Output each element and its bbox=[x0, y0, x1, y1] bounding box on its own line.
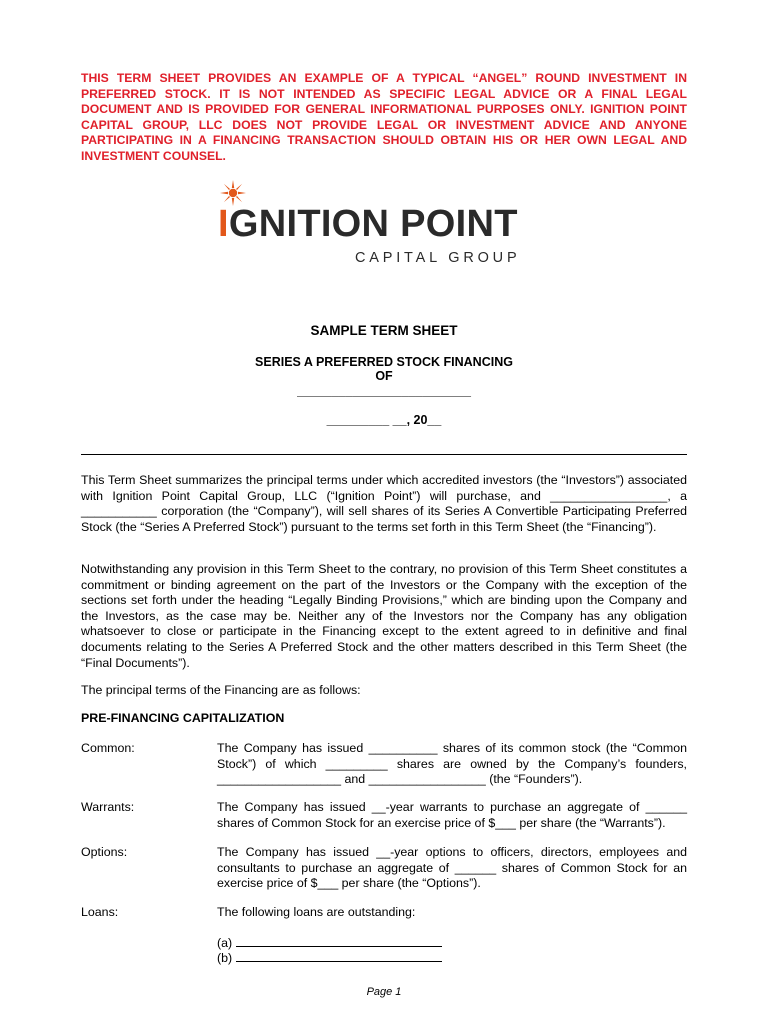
loan-item-b-label: (b) bbox=[217, 951, 233, 965]
document-subtitle: SERIES A PREFERRED STOCK FINANCING bbox=[255, 355, 513, 369]
term-text-warrants: The Company has issued __-year warrants to purchase an aggregate of ______ shares of Common Stock for an exercise price of $___ per share (the “Warrants”). bbox=[217, 800, 687, 830]
principal-terms-intro: The principal terms of the Financing are as follows: bbox=[81, 683, 361, 697]
loan-item-a-label: (a) bbox=[217, 936, 233, 950]
logo-name: GNITION POINT bbox=[228, 203, 518, 245]
disclaimer-text: THIS TERM SHEET PROVIDES AN EXAMPLE OF A TYPICAL “ANGEL” ROUND INVESTMENT IN PREFERRED STOCK. IT IS NOT INTENDED AS SPECIFIC LEGAL ADVICE OR A FINAL LEGAL DOCUMENT AND IS PROVIDED FOR GENERAL INFORMATIONAL PURPOSES ONLY. IGNITION POINT CAPITAL GROUP, LLC DOES NOT PROVIDE LEGAL OR INVESTMENT ADVICE AND ANYONE PARTICIPATING IN A FINANCING TRANSACTION SHOULD OBTAIN HIS OR HER OWN LEGAL AND INVESTMENT COUNSEL. bbox=[81, 71, 687, 163]
term-label-options: Options: bbox=[81, 845, 128, 859]
loan-item-b bbox=[217, 950, 442, 967]
document-title: SAMPLE TERM SHEET bbox=[310, 323, 458, 338]
loan-item-a-blank bbox=[236, 935, 442, 947]
non-binding-paragraph: Notwithstanding any provision in this Term Sheet to the contrary, no provision of this Term Sheet constitutes a commitment or binding agreement on the part of the Investors or the Company with the exception of the sections set forth under the heading “Legally Binding Provisions,” which are binding upon the Company and the Investors, as the case may be. Neither any of the Investors nor the Company has any obligation whatsoever to close or participate in the Financing except to the extent agreed to in definitive and final documents relating to the Series A Preferred Stock and the other matters described in this Term Sheet (the “Final Documents”). bbox=[81, 562, 687, 670]
term-label-loans: Loans: bbox=[81, 905, 119, 919]
logo-wordmark bbox=[218, 204, 518, 244]
horizontal-rule bbox=[81, 454, 687, 455]
logo-subtitle: CAPITAL GROUP bbox=[355, 250, 521, 266]
loan-item-b-blank bbox=[236, 950, 442, 962]
term-label-warrants: Warrants: bbox=[81, 800, 135, 814]
term-text-options: The Company has issued __-year options to officers, directors, employees and consultants to purchase an aggregate of ______ shares of Common Stock for an exercise price of $___ per share (the “Options”). bbox=[217, 845, 687, 891]
of-text: OF bbox=[375, 369, 393, 383]
term-text-loans: The following loans are outstanding: bbox=[217, 905, 416, 919]
date-line: _________ __, 20__ bbox=[326, 413, 442, 427]
section-heading: PRE-FINANCING CAPITALIZATION bbox=[81, 711, 285, 725]
company-name-blank: _________________________ bbox=[297, 384, 471, 398]
logo-initial: I bbox=[218, 203, 229, 245]
page-number: Page 1 bbox=[366, 986, 402, 998]
term-text-common: The Company has issued __________ shares of its common stock (the “Common Stock”) of which _________ shares are owned by the Company’s founders, __________________ and _________________ (the “Founders”). bbox=[217, 741, 687, 787]
company-logo bbox=[218, 180, 540, 272]
intro-paragraph: This Term Sheet summarizes the principal terms under which accredited investors (the “Investors”) associated with Ignition Point Capital Group, LLC (“Ignition Point”) will purchase, and _________________, a ___________ corporation (the “Company”), will sell shares of its Series A Convertible Participating Preferred Stock (the “Series A Preferred Stock”) pursuant to the terms set forth in this Term Sheet (the “Financing”). bbox=[81, 473, 687, 534]
term-label-common: Common: bbox=[81, 741, 135, 755]
